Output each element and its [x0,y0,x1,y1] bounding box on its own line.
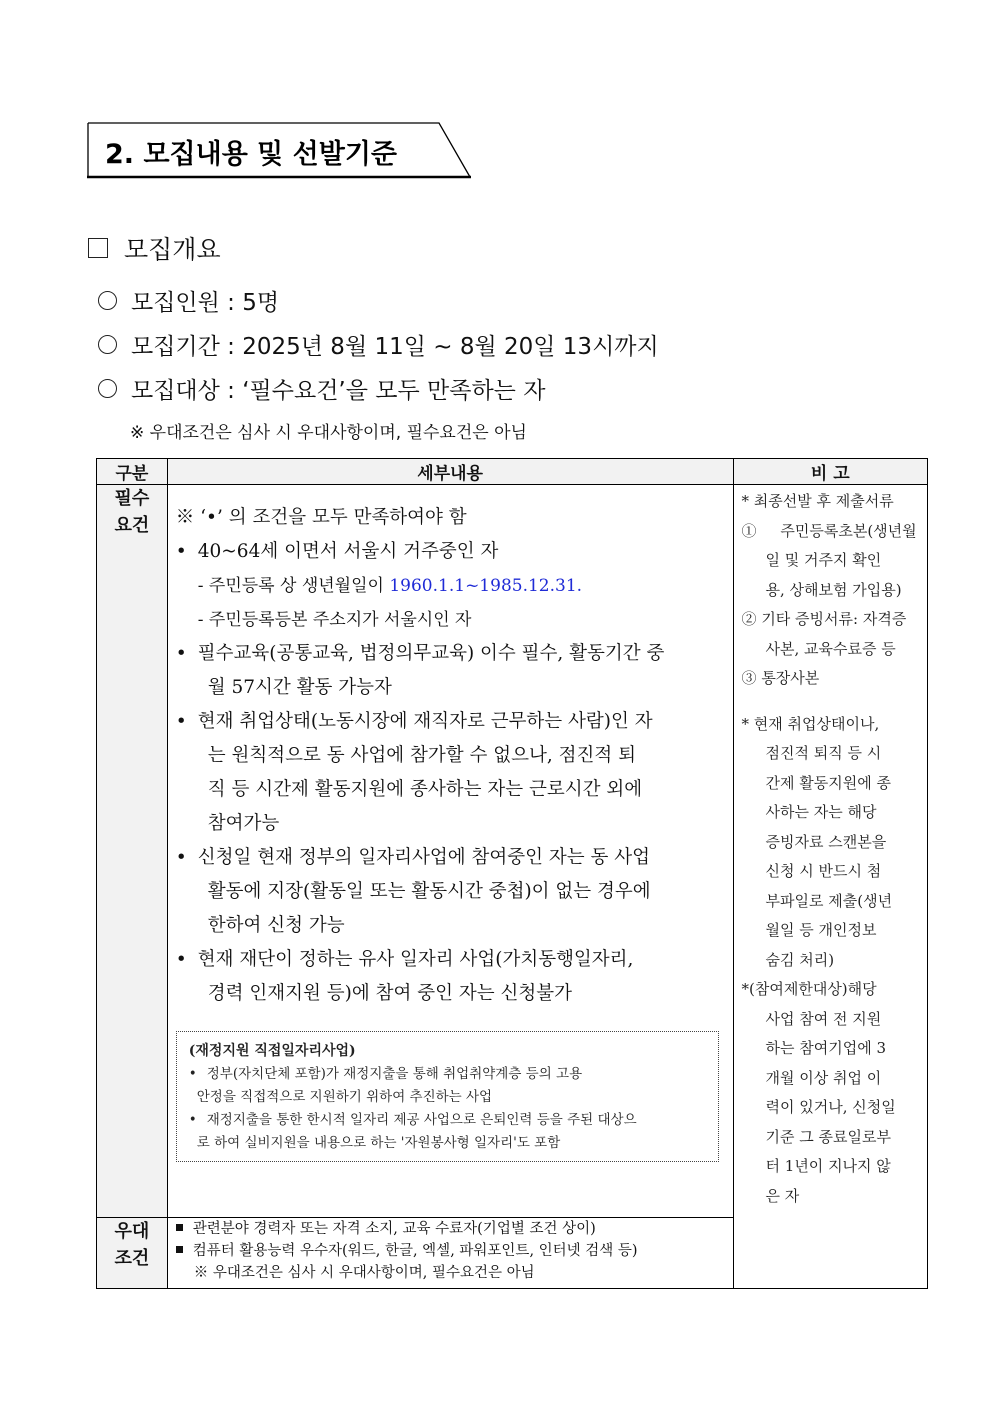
overview-item-text: 모집기간 : 2025년 8월 11일 ~ 8월 20일 13시까지 [131,334,659,360]
header-category: 구분 [97,459,168,485]
note-line: 은 자 [765,1186,800,1205]
category-preferred [97,1218,168,1289]
preferred-details [167,1218,733,1289]
doc-number: ① [741,521,757,540]
note-line: 증빙자료 스캔본을 [765,832,887,851]
required-item-text: 는 원칙적으로 동 사업에 참가할 수 없으나, 점진적 퇴 [207,745,636,766]
box-item-text: 재정지출을 통한 한시적 일자리 제공 사업으로 은퇴인력 등을 주된 대상으 [206,1112,637,1128]
note-line: 숨김 처리) [765,950,835,969]
overview-item-text: 모집인원 : 5명 [131,290,280,316]
bullet-dot-icon: • [175,711,187,732]
required-item [176,841,723,943]
required-item-text: 직 등 시간제 활동지원에 종사하는 자는 근로시간 외에 [207,779,643,800]
required-item-text: 현재 취업상태(노동시장에 재직자로 근무하는 사람)인 자 [197,711,653,732]
note-line: 신청 시 반드시 첨 [765,862,882,880]
required-subitem [176,603,723,637]
required-item [176,637,723,705]
box-item-text: 로 하여 실비지원을 내용으로 하는 '자원봉사형 일자리'도 포함 [196,1135,561,1151]
box-item-text: 정부(자치단체 포함)가 재정지출을 통해 취업취약계층 등의 고용 [206,1066,583,1082]
category-label: 요건 [114,515,150,536]
required-item-text: 참여가능 [207,813,280,834]
square-bullet-icon [176,1246,183,1253]
bullet-dot-icon: • [188,1112,197,1128]
note-line: 부파일로 제출(생년 [765,891,893,910]
remarks-doc-2 [742,605,919,635]
box-item [189,1063,708,1086]
required-item-text: 현재 재단이 정하는 유사 일자리 사업(가치동행일자리, [197,949,634,970]
square-bullet-icon [176,1224,183,1231]
category-required [97,485,168,1218]
doc-number: ③ [741,669,757,687]
required-item-text: 월 57시간 활동 가능자 [207,677,392,698]
remarks-doc-1 [742,517,919,547]
note-line: 사하는 자는 해당 [765,803,877,821]
required-details [167,485,733,1218]
bullet-dot-icon: • [175,541,187,562]
square-bullet-icon [88,238,108,258]
subitem-text: - 주민등록 상 생년월일이 [197,576,390,596]
preferred-item [176,1218,723,1240]
header-remarks: 비 고 [733,459,927,485]
required-list [176,485,723,1011]
note-line: *(참여제한대상)해당 [741,980,877,998]
required-intro: ※ ‘•’ 의 조건을 모두 만족하여야 함 [175,507,467,528]
required-item-text: 필수교육(공통교육, 법정의무교육) 이수 필수, 활동기간 중 [197,643,665,664]
preferred-item-text: 관련분야 경력자 또는 자격 소지, 교육 수료자(기업별 조건 상이) [192,1221,596,1237]
overview-note: ※ 우대조건은 심사 시 우대사항이며, 필수요건은 아님 [130,423,527,443]
note-line: 력이 있거나, 신청일 [765,1098,896,1116]
table-row-required [97,485,928,1218]
direct-job-program-box [176,1031,719,1162]
note-line: 간제 활동지원에 종 [765,773,891,792]
note-line: 월일 등 개인정보 [765,921,877,939]
required-subitem [176,569,723,603]
required-item [176,943,723,1011]
employment-note [742,710,919,976]
category-label: 필수 [114,488,150,509]
required-item [176,535,723,569]
recruitment-overview [88,230,659,443]
header-details: 세부내용 [167,459,733,485]
required-item-text: 한하여 신청 가능 [207,915,345,936]
remarks-doc-3 [742,664,919,694]
note-line: 점진적 퇴직 등 시 [765,744,882,762]
box-title: (재정지원 직접일자리사업) [188,1043,356,1059]
doc-text: 주민등록초본(생년월 [780,521,917,540]
category-label: 우대 [114,1221,150,1242]
preferred-item [176,1240,723,1262]
restriction-note [742,975,919,1211]
doc-text: 기타 증빙서류: 자격증 [761,610,907,628]
note-line: 하는 참여기업에 3 [765,1039,887,1057]
circle-bullet-icon [98,379,117,398]
overview-item-period [98,328,659,361]
required-item [176,705,723,841]
required-item-text: 경력 인재지원 등)에 참여 중인 자는 신청불가 [207,983,572,1004]
overview-heading [88,230,221,266]
section-title: 2. 모집내용 및 선발기준 [105,139,397,170]
subitem-text: - 주민등록등본 주소지가 서울시인 자 [197,610,472,630]
remarks-cell [733,485,927,1289]
note-line: 기준 그 종료일로부 [765,1127,891,1146]
circle-bullet-icon [98,335,117,354]
overview-item-text: 모집대상 : ‘필수요건’을 모두 만족하는 자 [131,378,546,404]
bullet-dot-icon: • [175,847,187,868]
doc-text: 사본, 교육수료증 등 [765,639,896,658]
doc-text: 통장사본 [761,669,820,687]
preferred-item-text: 컴퓨터 활용능력 우수자(워드, 한글, 엑셀, 파워포인트, 인터넷 검색 등) [192,1243,638,1259]
overview-item-target [98,372,545,405]
circle-bullet-icon [98,291,117,310]
box-item [189,1109,708,1132]
note-line: 개월 이상 취업 이 [765,1068,882,1087]
bullet-dot-icon: • [188,1066,197,1082]
birthdate-range: 1960.1.1~1985.12.31. [389,576,583,596]
box-item-text: 안정을 직접적으로 지원하기 위하여 추진하는 사업 [196,1089,493,1105]
required-item-text: 신청일 현재 정부의 일자리사업에 참여중인 자는 동 사업 [197,847,650,868]
overview-heading-text: 모집개요 [124,235,221,264]
note-line: * 현재 취업상태이나, [741,714,880,733]
doc-text: 일 및 거주지 확인 [765,551,882,569]
doc-text: 용, 상해보험 가입용) [765,580,902,599]
doc-number: ② [741,610,757,628]
preferred-note: ※ 우대조건은 심사 시 우대사항이며, 필수요건은 아님 [193,1265,535,1281]
note-line: 터 1년이 지나지 않 [765,1157,891,1175]
note-line: 사업 참여 전 지원 [765,1009,882,1028]
bullet-dot-icon: • [175,643,187,664]
required-item-text: 활동에 지장(활동일 또는 활동시간 중첩)이 없는 경우에 [207,881,651,902]
section-title-banner [87,122,471,178]
criteria-table [96,458,928,1289]
required-item-text: 40~64세 이면서 서울시 거주중인 자 [197,541,499,562]
table-header-row [97,459,928,485]
bullet-dot-icon: • [175,949,187,970]
category-label: 조건 [114,1248,150,1269]
remarks-docs-title: * 최종선발 후 제출서류 [741,492,894,510]
overview-item-headcount [98,284,279,317]
spacer [742,694,919,710]
